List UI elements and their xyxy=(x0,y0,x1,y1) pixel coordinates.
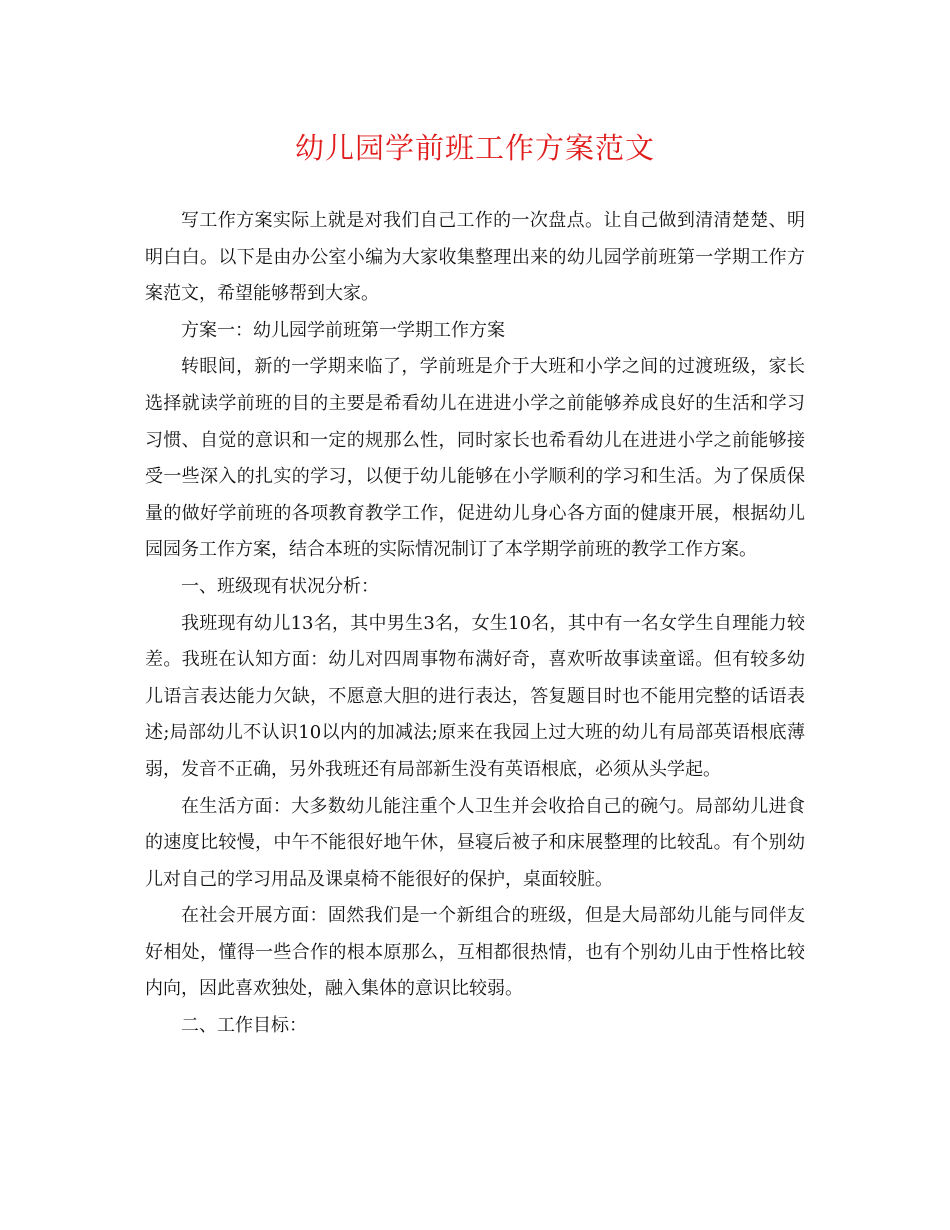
paragraph-cognition: 我班现有幼儿13名，其中男生3名，女生10名，其中有一名女学生自理能力较差。我班在认知方面：幼儿对四周事物布满好奇，喜欢听故事读童谣。但有较多幼儿语言表达能力欠缺，不愿意大胆的进行表达，答复题目时也不能用完整的话语表述;局部幼儿不认识10以内的加减法;原来在我园上过大班的幼儿有局部英语根底薄弱，发音不正确，另外我班还有局部新生没有英语根底，必须从头学起。 xyxy=(145,612,805,780)
section-heading-work-goals: 二、工作目标： xyxy=(181,1015,307,1037)
paragraph-social: 在社会开展方面：固然我们是一个新组合的班级，但是大局部幼儿能与同伴友好相处，懂得一些合作的根本原那么，互相都很热情，也有个别幼儿由于性格比较内向，因此喜欢独处，融入集体的意识比较弱。 xyxy=(145,905,805,1000)
paragraph-plan-heading: 方案一：幼儿园学前班第一学期工作方案 xyxy=(181,319,505,341)
section-heading-class-analysis: 一、班级现有状况分析： xyxy=(181,575,379,597)
document-body xyxy=(145,203,805,1045)
paragraph-daily-life: 在生活方面：大多数幼儿能注重个人卫生并会收拾自己的碗勺。局部幼儿进食的速度比较慢，中午不能很好地午休，昼寝后被子和床展整理的比较乱。有个别幼儿对自己的学习用品及课桌椅不能很好的保护，桌面较脏。 xyxy=(145,795,805,890)
paragraph-overview: 转眼间，新的一学期来临了，学前班是介于大班和小学之间的过渡班级，家长选择就读学前班的目的主要是希看幼儿在进进小学之前能够养成良好的生活和学习习惯、自觉的意识和一定的规那么性，同时家长也希看幼儿在进进小学之前能够接受一些深入的扎实的学习，以便于幼儿能够在小学顺利的学习和生活。为了保质保量的做好学前班的各项教育教学工作，促进幼儿身心各方面的健康开展，根据幼儿园园务工作方案，结合本班的实际情况制订了本学期学前班的教学工作方案。 xyxy=(145,356,805,561)
document-title: 幼儿园学前班工作方案范文 xyxy=(294,131,655,165)
paragraph-intro: 写工作方案实际上就是对我们自己工作的一次盘点。让自己做到清清楚楚、明明白白。以下是由办公室小编为大家收集整理出来的幼儿园学前班第一学期工作方案范文，希望能够帮到大家。 xyxy=(145,210,805,305)
